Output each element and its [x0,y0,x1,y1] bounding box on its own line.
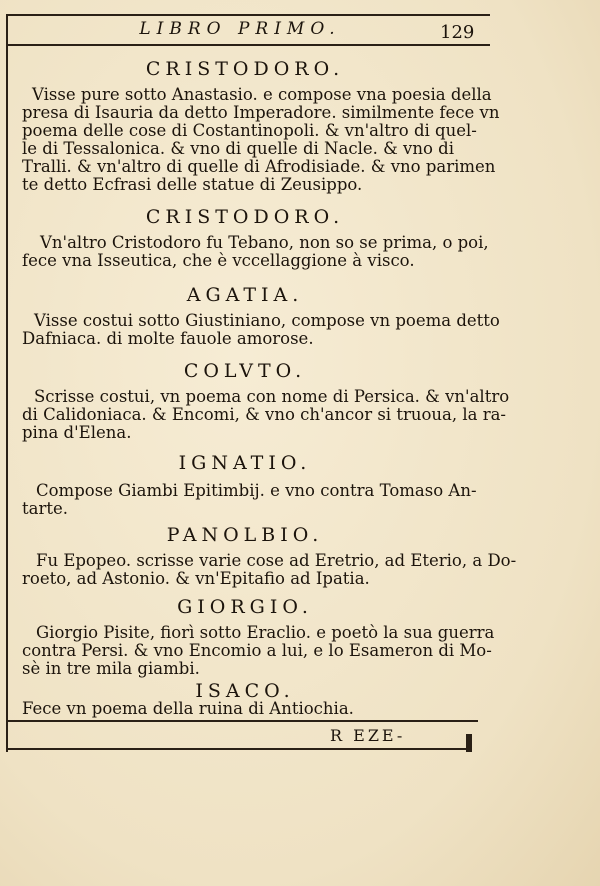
page-number: 129 [440,22,475,43]
running-head: LIBRO PRIMO. [139,19,341,39]
entry-text-line: Dafniaca. di molte fauole amorose. [22,329,314,348]
entry-text-line: presa di Isauria da detto Imperadore. similmente fece vn [22,103,500,122]
entry-text-line: Scrisse costui, vn poema con nome di Persica. & vn'altro [34,387,510,406]
entry-title: ISACO. [195,680,295,702]
entry-text-line: pina d'Elena. [22,423,132,442]
entry-text-line: roeto, ad Astonio. & vn'Epitafio ad Ipatia. [22,569,370,588]
entry-text-line: le di Tessalonica. & vno di quelle di Nacle. & vno di [22,139,455,158]
entry-text-line: Visse pure sotto Anastasio. e compose vna poesia della [32,85,492,104]
entry-text-line: fece vna Isseutica, che è vccellaggione à visco. [22,251,415,270]
entry-title: CRISTODORO. [145,58,345,80]
entry-text-line: Fu Epopeo. scrisse varie cose ad Eretrio, ad Eterio, a Do- [36,551,517,570]
entry-text-line: Visse costui sotto Giustiniano, compose vn poema detto [34,311,500,330]
bottom-rule [8,748,470,750]
entry-text-line: di Calidoniaca. & Encomi, & vno ch'ancor si truoua, la ra- [22,405,507,424]
header-bottom-rule [6,44,490,46]
entry-text-line: sè in tre mila giambi. [22,659,200,678]
entry-text-line: Fece vn poema della ruina di Antiochia. [22,699,354,718]
entry-text-line: Vn'altro Cristodoro fu Tebano, non so se prima, o poi, [40,233,489,252]
entry-title: IGNATIO. [178,452,312,474]
bottom-rule [8,720,478,722]
entry-title: AGATIA. [186,284,304,306]
entry-text-line: poema delle cose di Costantinopoli. & vn'altro di quel- [22,121,477,140]
entry-text-line: te detto Ecfrasi delle statue di Zeusippo. [22,175,363,194]
entry-title: CRISTODORO. [145,206,345,228]
entry-title: COLVTO. [183,360,307,382]
entry-title: GIORGIO. [177,596,313,618]
entry-text-line: Tralli. & vn'altro di quelle di Afrodisiade. & vno parimen [22,157,496,176]
entry-title: PANOLBIO. [166,524,324,546]
entry-text-line: Compose Giambi Epitimbij. e vno contra Tomaso An- [36,481,477,500]
entry-text-line: Giorgio Pisite, fiorì sotto Eraclio. e poetò la sua guerra [36,623,495,642]
margin-mark [466,734,472,752]
header-top-rule [6,14,490,16]
catchword: R EZE- [330,726,406,745]
entry-text-line: contra Persi. & vno Encomio a lui, e lo Esameron di Mo- [22,641,492,660]
entry-text-line: tarte. [22,499,68,518]
